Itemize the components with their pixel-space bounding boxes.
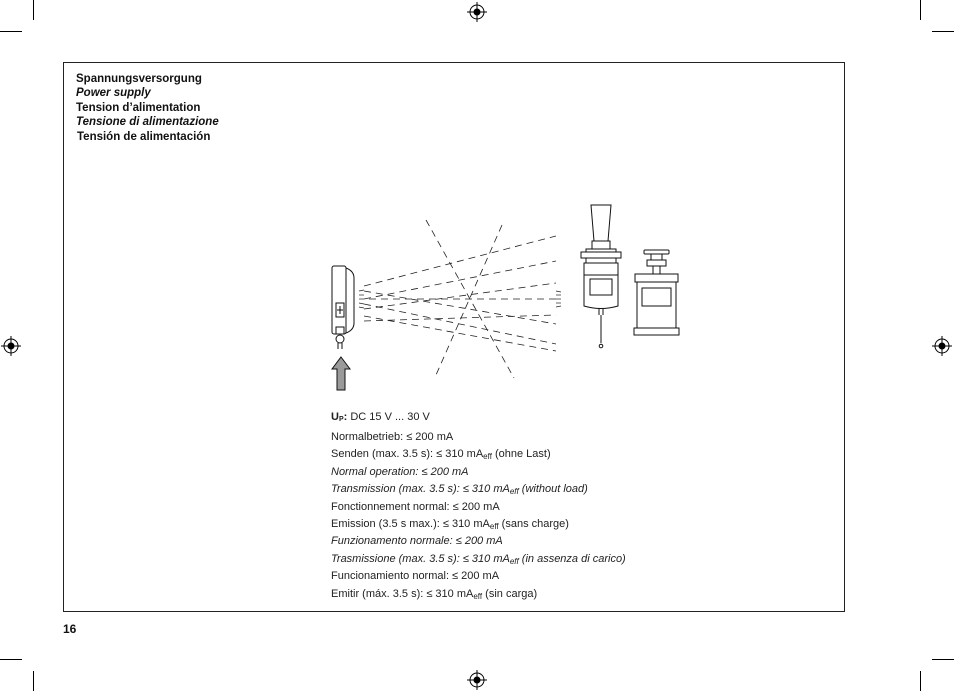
registration-mark-icon-right — [932, 336, 952, 356]
spec-line: Emission (3.5 s max.): ≤ 310 $mA_{eff}$ (sans charge) — [331, 518, 569, 532]
heading-es: Tensión de alimentación — [77, 130, 211, 143]
registration-mark-icon-top — [467, 2, 487, 22]
crop-mark — [920, 0, 921, 20]
spec-line: Senden (max. 3.5 s): ≤ 310 $mA_{eff}$ (ohne Last) — [331, 448, 551, 462]
crop-mark — [33, 671, 34, 691]
registration-mark-icon-left — [1, 336, 21, 356]
spec-line: Trasmissione (max. 3.5 s): ≤ 310 $mA_{eff}$ (in assenza di carico) — [331, 552, 626, 566]
voltage-symbol: $U_P$: — [331, 411, 348, 423]
heading-en: Power supply — [76, 87, 151, 100]
crop-mark — [0, 659, 22, 660]
emitter-left — [359, 290, 364, 308]
registration-mark-icon-bottom — [467, 670, 487, 690]
spec-line: Normal operation: ≤ 200 mA — [331, 465, 469, 478]
crop-mark — [932, 31, 954, 32]
heading-it: Tensione di alimentazione — [76, 116, 219, 129]
voltage-range: DC 15 V ... 30 V — [350, 411, 430, 423]
tool-setter — [634, 250, 679, 335]
signal-beams — [364, 220, 556, 378]
content-frame — [63, 62, 845, 612]
specifications — [331, 411, 626, 604]
page-number: 16 — [63, 622, 77, 636]
crop-mark — [33, 0, 34, 20]
transceiver-unit — [332, 266, 354, 349]
heading-de: Spannungsversorgung — [76, 73, 202, 85]
arrow-up-icon — [332, 357, 350, 390]
section-heading — [76, 72, 219, 144]
emitter-right — [556, 291, 561, 307]
spec-line: Normalbetrieb: ≤ 200 mA — [331, 431, 454, 443]
spec-line: Fonctionnement normal: ≤ 200 mA — [331, 500, 500, 513]
crop-mark — [932, 659, 954, 660]
supply-voltage-line — [331, 411, 626, 423]
touch-probe — [581, 205, 621, 348]
spec-line: Transmission (max. 3.5 s): ≤ 310 $mA_{eff}$ (without load) — [331, 483, 588, 497]
spec-line: Emitir (máx. 3.5 s): ≤ 310 $mA_{eff}$ (sin carga) — [331, 587, 538, 601]
heading-fr: Tension d’alimentation — [76, 101, 201, 114]
crop-mark — [920, 671, 921, 691]
spec-line: Funcionamiento normal: ≤ 200 mA — [331, 570, 500, 583]
crop-mark — [0, 31, 22, 32]
current-spec-list — [331, 430, 626, 604]
spec-line: Funzionamento normale: ≤ 200 mA — [331, 535, 503, 548]
